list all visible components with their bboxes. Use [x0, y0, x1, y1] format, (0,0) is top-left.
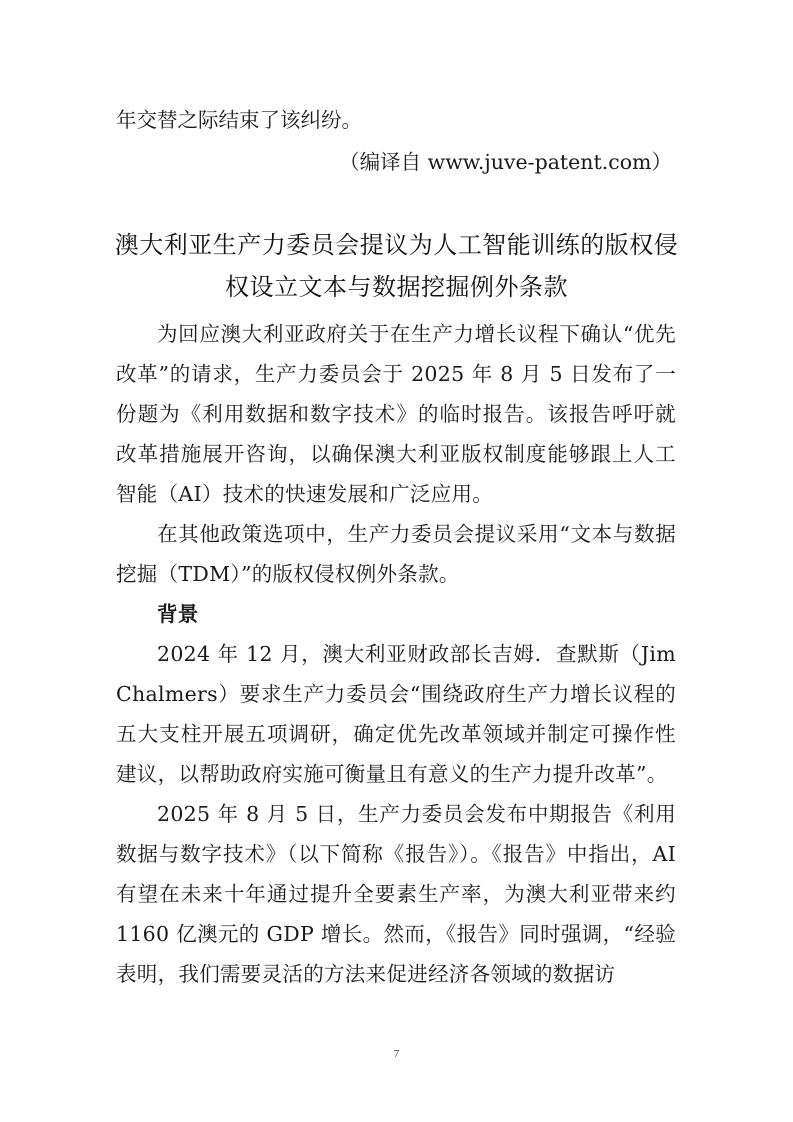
paragraph-background-2: 2025 年 8 月 5 日，生产力委员会发布中期报告《利用数据与数字技术》（以下简称《报告》）。《报告》中指出，AI 有望在未来十年通过提升全要素生产率，为澳大利亚带来约 1160 亿澳元的 GDP 增长。然而，《报告》同时强调，“经验表明，我们需要灵活的方法来促进经济各领域的数据访 [116, 802, 676, 986]
article-title: 澳大利亚生产力委员会提议为人工智能训练的版权侵权设立文本与数据挖掘例外条款 [114, 231, 679, 301]
page-number: 7 [393, 1048, 400, 1060]
section-heading-background: 背景 [157, 602, 199, 626]
source-attribution: （编译自 www.juve-patent.com） [339, 150, 672, 174]
paragraph-background-1: 2024 年 12 月，澳大利亚财政部长吉姆．查默斯（Jim Chalmers）要求生产力委员会“围绕政府生产力增长议程的五大支柱开展五项调研，确定优先改革领域并制定可操作性建议，以帮助政府实施可衡量且有意义的生产力提升改革”。 [116, 642, 676, 786]
previous-paragraph-tail: 年交替之际结束了该纠纷。 [116, 108, 362, 132]
paragraph-tdm-proposal: 在其他政策选项中，生产力委员会提议采用“文本与数据挖掘（TDM）”的版权侵权例外条款。 [116, 522, 676, 586]
paragraph-intro: 为回应澳大利亚政府关于在生产力增长议程下确认“优先改革”的请求，生产力委员会于 2025 年 8 月 5 日发布了一份题为《利用数据和数字技术》的临时报告。该报告呼吁就改革措施展开咨询，以确保澳大利亚版权制度能够跟上人工智能（AI）技术的快速发展和广泛应用。 [116, 322, 676, 506]
article-body [116, 314, 676, 994]
